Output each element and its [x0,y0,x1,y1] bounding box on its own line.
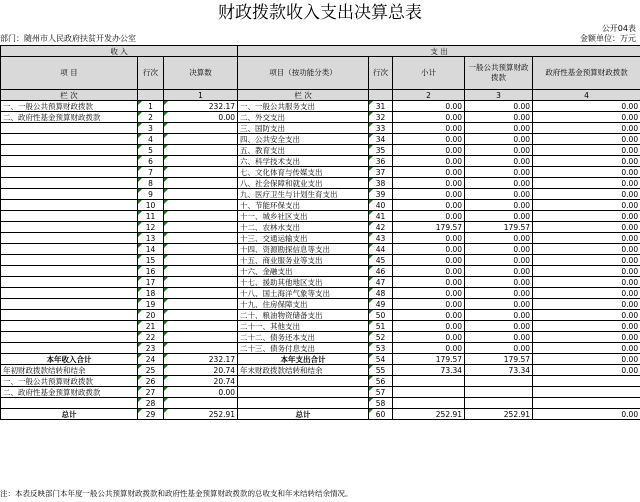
cell-out-no: 44 [369,244,393,255]
cell-in-val [164,156,238,167]
cell-out-item: 二十二、债务还本支出 [238,332,369,343]
cell-out-item: 八、社会保障和就业支出 [238,178,369,189]
cell-out-item: 五、教育支出 [238,145,369,156]
cell-in-no: 14 [138,244,164,255]
cell-fund [533,376,640,387]
cell-sub: 252.91 [393,409,465,420]
cell-gen: 0.00 [465,189,533,200]
cell-in-val [164,200,238,211]
line-header: 行次 [138,57,164,90]
cell-out-no: 33 [369,123,393,134]
cell-fund: 0.00 [533,354,640,365]
cell-in-item [1,233,138,244]
cell-out-item: 十二、农林水支出 [238,222,369,233]
cell-out-no: 46 [369,266,393,277]
table-row [1,101,640,112]
cell-out-item: 六、科学技术支出 [238,156,369,167]
table-row [1,134,640,145]
cell-sub: 0.00 [393,200,465,211]
cell-sub: 0.00 [393,343,465,354]
cell-out-no: 41 [369,211,393,222]
cell-in-no: 13 [138,233,164,244]
table-row [1,244,640,255]
cell-in-no: 1 [138,101,164,112]
table-row [1,112,640,123]
table-row [1,189,640,200]
cell-in-no: 9 [138,189,164,200]
cell-in-no: 21 [138,321,164,332]
report-title: 财政拨款收入支出决算总表 [218,3,422,23]
cell-sub: 0.00 [393,101,465,112]
cell-in-val: 20.74 [164,365,238,376]
cell-in-no: 12 [138,222,164,233]
cell-in-no: 25 [138,365,164,376]
cell-in-no: 23 [138,343,164,354]
cell-in-val [164,321,238,332]
cell-in-val [164,277,238,288]
cell-in-item [1,332,138,343]
cell-sub: 0.00 [393,332,465,343]
cell-gen: 0.00 [465,145,533,156]
cell-in-no: 28 [138,398,164,409]
cell-out-no: 58 [369,398,393,409]
table-row [1,266,640,277]
cell-gen: 0.00 [465,310,533,321]
cell-in-item [1,343,138,354]
cell-in-val [164,299,238,310]
cell-out-no: 55 [369,365,393,376]
table-row [1,321,640,332]
cell-gen: 0.00 [465,255,533,266]
cell-out-no: 60 [369,409,393,420]
cell-fund: 0.00 [533,156,640,167]
fund-header: 政府性基金预算财政拨款 [533,57,640,90]
table-row [1,200,640,211]
cell-in-val [164,255,238,266]
cell-sub: 0.00 [393,233,465,244]
table-row [1,376,640,387]
cell-gen: 0.00 [465,343,533,354]
cell-out-no: 42 [369,222,393,233]
cell-out-no: 53 [369,343,393,354]
cell-sub: 0.00 [393,189,465,200]
cell-in-item: 一、一般公共预算财政拨款 [1,376,138,387]
cell-in-item [1,134,138,145]
cell-in-val [164,266,238,277]
table-row [1,277,640,288]
table-row [1,310,640,321]
cell-out-no: 34 [369,134,393,145]
cell-fund: 0.00 [533,310,640,321]
final-header: 决算数 [164,57,238,90]
cell-out-no: 38 [369,178,393,189]
cell-in-val [164,189,238,200]
col-3: 3 [465,90,533,101]
item-header: 项 目 [1,57,138,90]
cell-gen: 0.00 [465,178,533,189]
cell-in-item [1,277,138,288]
cell-fund: 0.00 [533,244,640,255]
table-row [1,233,640,244]
cell-sub: 0.00 [393,310,465,321]
cell-out-no: 39 [369,189,393,200]
general-header: 一般公共预算财政拨款 [465,57,533,90]
cell-gen: 0.00 [465,233,533,244]
cell-in-item [1,123,138,134]
table-row [1,409,640,420]
cell-in-no: 10 [138,200,164,211]
cell-gen: 0.00 [465,123,533,134]
cell-fund: 0.00 [533,178,640,189]
col-2: 2 [393,90,465,101]
cell-fund [533,398,640,409]
table-row [1,156,640,167]
cell-in-no: 8 [138,178,164,189]
cell-in-no: 29 [138,409,164,420]
cell-gen: 0.00 [465,134,533,145]
footnote: 注：本表反映部门本年度一般公共预算财政拨款和政府性基金预算财政拨款的总收支和年末结转结余情况。 [0,489,353,498]
cell-sub: 0.00 [393,123,465,134]
cell-fund: 0.00 [533,321,640,332]
cell-in-val: 0.00 [164,112,238,123]
cell-in-no: 4 [138,134,164,145]
cell-in-item [1,222,138,233]
table-row [1,387,640,398]
cell-out-no: 57 [369,387,393,398]
cell-fund: 0.00 [533,189,640,200]
cell-sub: 0.00 [393,134,465,145]
cell-out-item: 十九、住房保障支出 [238,299,369,310]
cell-sub: 0.00 [393,288,465,299]
cell-gen: 0.00 [465,200,533,211]
table-row [1,178,640,189]
item-func-header: 项目（按功能分类） [238,57,369,90]
cell-out-item [238,376,369,387]
cell-sub: 0.00 [393,244,465,255]
col-1: 1 [164,90,238,101]
cell-sub: 0.00 [393,266,465,277]
cell-sub: 0.00 [393,299,465,310]
budget-table [0,45,640,420]
cell-sub [393,376,465,387]
cell-in-val [164,222,238,233]
cell-gen: 0.00 [465,332,533,343]
cell-out-item: 十四、资源勘探信息等支出 [238,244,369,255]
cell-in-val [164,244,238,255]
cell-in-val [164,343,238,354]
cell-in-item [1,156,138,167]
cell-gen: 0.00 [465,167,533,178]
cell-fund: 0.00 [533,409,640,420]
cell-in-item [1,255,138,266]
cell-out-no: 56 [369,376,393,387]
cell-fund: 0.00 [533,365,640,376]
cell-sub [393,387,465,398]
table-row [1,365,640,376]
cell-gen: 179.57 [465,222,533,233]
cell-out-item: 三、国防支出 [238,123,369,134]
cell-fund: 0.00 [533,266,640,277]
cell-out-item: 年末财政拨款结转和结余 [238,365,369,376]
cell-gen [465,376,533,387]
cell-sub: 0.00 [393,255,465,266]
cell-out-item: 九、医疗卫生与计划生育支出 [238,189,369,200]
cell-in-item [1,178,138,189]
table-row [1,255,640,266]
table-row [1,299,640,310]
cell-in-item [1,145,138,156]
income-header: 收 入 [1,46,238,57]
department-label: 部门：随州市人民政府扶贫开发办公室 [0,34,136,43]
table-row [1,288,640,299]
cell-fund: 0.00 [533,299,640,310]
cell-in-item [1,200,138,211]
cell-fund: 0.00 [533,112,640,123]
cell-fund [533,387,640,398]
cell-fund: 0.00 [533,123,640,134]
cell-sub: 0.00 [393,211,465,222]
cell-in-item: 二、政府性基金预算财政拨款 [1,112,138,123]
cell-in-no: 18 [138,288,164,299]
cell-in-val [164,145,238,156]
cell-out-item: 二十一、其他支出 [238,321,369,332]
cell-out-item: 二十三、债务付息支出 [238,343,369,354]
table-row [1,145,640,156]
cell-out-no: 40 [369,200,393,211]
cell-sub: 0.00 [393,178,465,189]
cell-out-no: 45 [369,255,393,266]
cell-in-no: 17 [138,277,164,288]
cell-in-val [164,233,238,244]
cell-fund: 0.00 [533,101,640,112]
cell-in-val [164,123,238,134]
table-row [1,332,640,343]
cell-in-val: 252.91 [164,409,238,420]
cell-fund: 0.00 [533,211,640,222]
cell-in-val: 232.17 [164,354,238,365]
cell-out-no: 48 [369,288,393,299]
cell-sub: 73.34 [393,365,465,376]
cell-gen: 0.00 [465,288,533,299]
cell-gen: 0.00 [465,321,533,332]
cell-in-no: 24 [138,354,164,365]
cell-out-no: 49 [369,299,393,310]
cell-in-val [164,167,238,178]
cell-out-no: 35 [369,145,393,156]
unit-label: 金额单位：万元 [580,34,636,43]
cell-in-val [164,288,238,299]
cell-out-item: 十五、商业服务业等支出 [238,255,369,266]
col-4: 4 [533,90,640,101]
cell-gen: 179.57 [465,354,533,365]
cell-out-item: 四、公共安全支出 [238,134,369,145]
cell-sub: 0.00 [393,321,465,332]
cell-sub: 179.57 [393,222,465,233]
table-row [1,343,640,354]
cell-out-no: 47 [369,277,393,288]
table-row [1,167,640,178]
cell-fund: 0.00 [533,343,640,354]
cell-out-no: 36 [369,156,393,167]
col-label2: 栏 次 [238,90,369,101]
form-code: 公开04表 [601,24,636,33]
cell-out-no: 32 [369,112,393,123]
cell-in-no: 3 [138,123,164,134]
cell-in-no: 11 [138,211,164,222]
cell-out-item: 十一、城乡社区支出 [238,211,369,222]
cell-in-item [1,211,138,222]
cell-out-item [238,387,369,398]
table-row [1,398,640,409]
cell-out-item: 七、文化体育与传媒支出 [238,167,369,178]
cell-gen: 0.00 [465,266,533,277]
cell-out-no: 54 [369,354,393,365]
cell-out-item: 总计 [238,409,369,420]
cell-gen [465,398,533,409]
cell-in-item: 本年收入合计 [1,354,138,365]
cell-in-item [1,299,138,310]
cell-in-val [164,398,238,409]
cell-in-val [164,178,238,189]
cell-in-val: 20.74 [164,376,238,387]
cell-out-item: 十、节能环保支出 [238,200,369,211]
cell-in-no: 2 [138,112,164,123]
cell-in-no: 7 [138,167,164,178]
subtotal-header: 小计 [393,57,465,90]
cell-gen: 73.34 [465,365,533,376]
cell-out-no: 50 [369,310,393,321]
cell-fund: 0.00 [533,332,640,343]
cell-fund: 0.00 [533,233,640,244]
cell-in-item [1,288,138,299]
cell-sub: 0.00 [393,112,465,123]
cell-in-item [1,310,138,321]
cell-out-no: 37 [369,167,393,178]
cell-gen: 0.00 [465,211,533,222]
cell-in-no: 20 [138,310,164,321]
table-row [1,354,640,365]
cell-fund: 0.00 [533,277,640,288]
cell-in-no: 6 [138,156,164,167]
cell-in-val: 232.17 [164,101,238,112]
cell-out-item: 二十、粮油物资储备支出 [238,310,369,321]
col-empty2 [369,90,393,101]
cell-out-item: 十三、交通运输支出 [238,233,369,244]
cell-in-no: 15 [138,255,164,266]
cell-gen: 0.00 [465,156,533,167]
cell-in-no: 19 [138,299,164,310]
cell-gen: 0.00 [465,277,533,288]
cell-in-item [1,244,138,255]
cell-fund: 0.00 [533,134,640,145]
cell-in-no: 26 [138,376,164,387]
cell-in-item [1,266,138,277]
cell-out-item: 十六、金融支出 [238,266,369,277]
cell-sub: 179.57 [393,354,465,365]
cell-gen: 252.91 [465,409,533,420]
cell-out-item: 本年支出合计 [238,354,369,365]
cell-out-item: 十八、国土海洋气象等支出 [238,288,369,299]
table-row [1,222,640,233]
cell-fund: 0.00 [533,145,640,156]
line2-header: 行次 [369,57,393,90]
cell-out-item [238,398,369,409]
cell-gen [465,387,533,398]
col-empty [138,90,164,101]
cell-in-val [164,134,238,145]
cell-in-no: 5 [138,145,164,156]
cell-in-val [164,211,238,222]
col-label: 栏 次 [1,90,138,101]
cell-gen: 0.00 [465,112,533,123]
table-row [1,211,640,222]
cell-in-val [164,332,238,343]
cell-gen: 0.00 [465,244,533,255]
cell-out-item: 十七、援助其他地区支出 [238,277,369,288]
cell-fund: 0.00 [533,255,640,266]
cell-sub [393,398,465,409]
table-row [1,123,640,134]
cell-out-item: 一、一般公共服务支出 [238,101,369,112]
cell-in-item [1,321,138,332]
cell-in-val [164,310,238,321]
cell-fund: 0.00 [533,222,640,233]
cell-gen: 0.00 [465,101,533,112]
cell-in-item: 二、政府性基金预算财政拨款 [1,387,138,398]
cell-sub: 0.00 [393,156,465,167]
cell-in-item [1,167,138,178]
cell-out-no: 31 [369,101,393,112]
cell-out-no: 52 [369,332,393,343]
cell-in-item [1,189,138,200]
cell-out-no: 43 [369,233,393,244]
cell-fund: 0.00 [533,200,640,211]
cell-out-item: 二、外交支出 [238,112,369,123]
expense-header: 支 出 [238,46,640,57]
cell-sub: 0.00 [393,277,465,288]
cell-in-no: 16 [138,266,164,277]
cell-gen: 0.00 [465,299,533,310]
cell-out-no: 51 [369,321,393,332]
cell-in-item [1,398,138,409]
cell-in-val: 0.00 [164,387,238,398]
cell-in-item: 总计 [1,409,138,420]
cell-fund: 0.00 [533,288,640,299]
cell-fund: 0.00 [533,167,640,178]
cell-sub: 0.00 [393,145,465,156]
cell-sub: 0.00 [393,167,465,178]
cell-in-item: 一、一般公共预算财政拨款 [1,101,138,112]
cell-in-no: 22 [138,332,164,343]
cell-in-no: 27 [138,387,164,398]
cell-in-item: 年初财政拨款结转和结余 [1,365,138,376]
